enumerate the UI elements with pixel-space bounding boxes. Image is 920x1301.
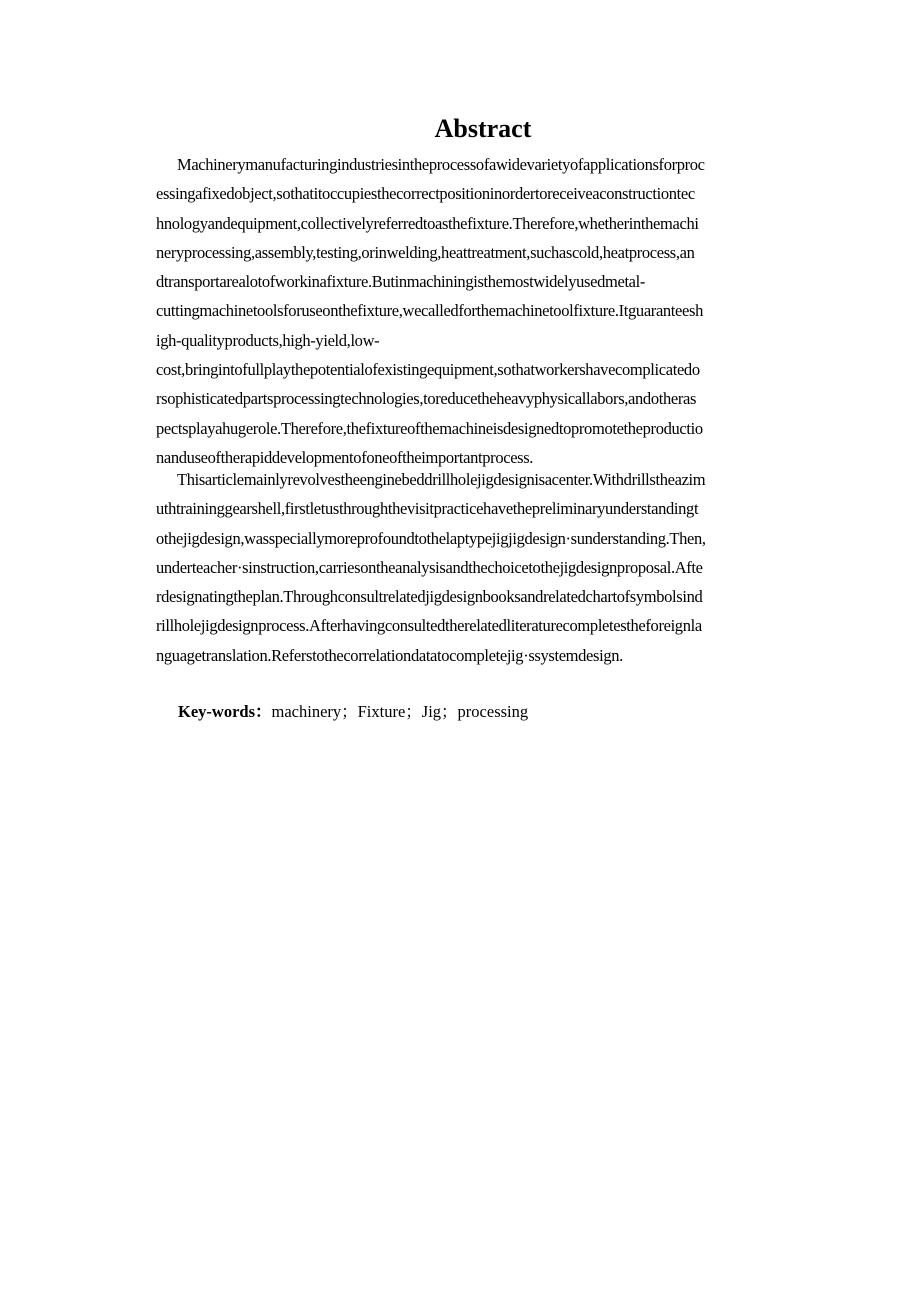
text-line: Machinerymanufacturingindustriesintheprocessofawidevarietyofapplicationsforproc — [177, 155, 705, 174]
text-line: rdesignatingtheplan.Throughconsultrelatedjigdesignbooksandrelatedchartofsymbolsind — [156, 587, 703, 607]
abstract-paragraph-1 — [156, 150, 816, 472]
text-line: nguagetranslation.Referstothecorrelationdatatocompletejig·ssystemdesign. — [156, 645, 623, 665]
text-line: dtransportarealotofworkinafixture.Butinmachiningisthemostwidelyusedmetal- — [156, 272, 646, 292]
text-line: hnologyandequipment,collectivelyreferredtoasthefixture.Therefore,whetherinthemachi — [156, 213, 699, 233]
text-line: rsophisticatedpartsprocessingtechnologies,toreducetheheavyphysicallabors,andotheras — [156, 389, 697, 409]
text-line: nanduseoftherapiddevelopmentofoneoftheimportantprocess. — [156, 447, 534, 467]
text-line: neryprocessing,assembly,testing,orinwelding,heattreatment,suchascold,heatprocess,an — [156, 242, 695, 262]
abstract-paragraph-2 — [156, 465, 816, 670]
text-line: othejigdesign,wasspeciallymoreprofoundtothelaptypejigjigdesign·sunderstanding.Then, — [156, 528, 706, 548]
text-line: underteacher·sinstruction,carriesontheanalysisandthechoicetothejigdesignproposal.Afte — [156, 557, 703, 577]
text-line: cost,bringintofullplaythepotentialofexistingequipment,sothatworkershavecomplicatedo — [156, 360, 700, 380]
text-line: cuttingmachinetoolsforuseonthefixture,wecalledforthemachinetoolfixture.Itguaranteesh — [156, 301, 703, 321]
keywords — [178, 699, 528, 725]
text-line: essingafixedobject,sothatitoccupiesthecorrectpositioninordertoreceiveaconstructiontec — [156, 184, 695, 204]
text-line: igh-qualityproducts,high-yield,low- — [156, 330, 380, 350]
text-line: rillholejigdesignprocess.Afterhavingconsultedtherelatedliteraturecompletestheforeignla — [156, 616, 702, 636]
text-line: Thisarticlemainlyrevolvestheenginebeddrillholejigdesignisacenter.Withdrillstheazim — [177, 470, 706, 489]
page-title: Abstract — [434, 114, 532, 143]
keywords-value: machinery；Fixture；Jig；processing — [271, 702, 529, 721]
text-line: uthtraininggearshell,firstletusthroughthevisitpracticehavethepreliminaryunderstandingt — [156, 499, 699, 519]
text-line: pectsplayahugerole.Therefore,thefixtureofthemachineisdesignedtopromotetheproductio — [156, 418, 703, 438]
keywords-label: Key-words： — [178, 702, 272, 721]
